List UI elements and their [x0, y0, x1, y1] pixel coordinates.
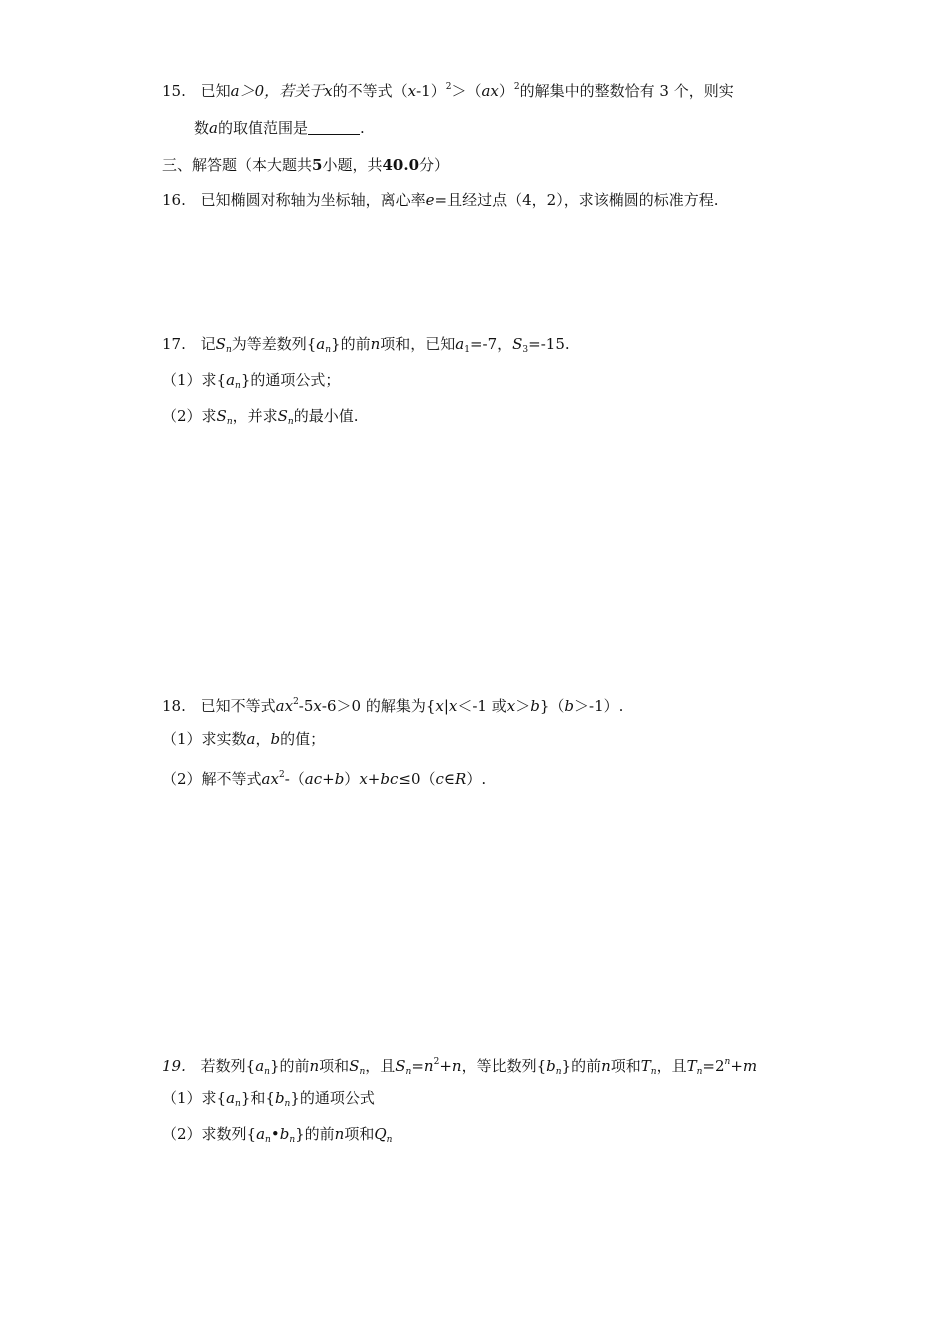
question-number: 15.: [162, 82, 186, 100]
q19-part2: （2）求数列$\{a_n•b_n\}$的前n项和$Q_n$: [162, 1125, 393, 1145]
question-number: 16.: [162, 191, 186, 209]
q19-part1: （1）求$\{a_n\}$和$\{b_n\}$的通项公式: [162, 1089, 375, 1109]
answer-blank: [308, 120, 360, 135]
question-number: 18.: [162, 697, 186, 715]
q18-part1: （1）求实数a，b的值；: [162, 730, 326, 748]
q19-line: 19. 若数列$\{a_n\}$的前n项和$S_n$，且$S_n=n^2+n$，等比数列$\{b_n\}$的前n项和$T_n$，且$T_n=2^n+m$: [162, 1057, 758, 1077]
q18-part2: （2）解不等式$ax^2-(ac+b)x+bc\le 0(c\in R)$.: [162, 770, 487, 788]
question-number: 19.: [162, 1057, 186, 1075]
q17-part1: （1）求$\{a_n\}$的通项公式；: [162, 371, 341, 391]
q16-line: 16. 已知椭圆对称轴为坐标轴，离心率e=且经过点（4，2），求该椭圆的标准方程.: [162, 191, 719, 209]
q15-line2: 数a的取值范围是 .: [194, 119, 365, 137]
section-heading: 三、解答题（本大题共5小题，共40.0分）: [162, 156, 450, 174]
q18-line: 18. 已知不等式$ax^2-5x-6>0$ 的解集为{x|x＜-1 或x＞b}（b＞-1）.: [162, 697, 624, 715]
q17-line: 17. 记$S_n$为等差数列$\{a_n\}$的前n项和，已知$a_1=-7$，$S_3=-15$.: [162, 335, 570, 355]
q15-line1: 15. 已知a＞0，若关于x的不等式$(x-1)^2>(ax)^2$的解集中的整数恰有 3 个，则实: [162, 82, 734, 100]
q17-part2: （2）求$S_n$，并求$S_n$的最小值.: [162, 407, 359, 427]
question-number: 17.: [162, 335, 186, 353]
